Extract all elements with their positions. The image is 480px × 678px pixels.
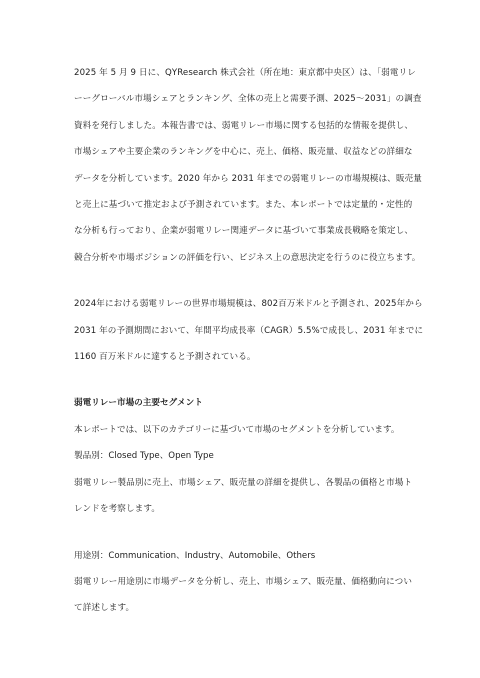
application-desc-line: 弱電リレー用途別に市場データを分析し、売上、市場シェア、販売量、価格動向につい xyxy=(74,576,413,587)
intro-line: と売上に基づいて推定および予測されています。また、本レポートでは定量的・定性的 xyxy=(74,200,413,211)
market-size-paragraph xyxy=(74,291,424,370)
market-line: 2024年における弱電リレーの世界市場規模は、802百万米ドルと予測され、2025年から xyxy=(74,299,423,310)
product-desc-line: レンドを考察します。 xyxy=(74,504,161,515)
intro-line: 2025 年 5 月 9 日に、QYResearch 株式会社（所在地：東京都中央区）は、「弱電リレ xyxy=(74,68,416,78)
application-desc-line: て詳述します。 xyxy=(74,603,135,614)
market-line: 2031 年の予測期間において、年間平均成長率（CAGR）5.5%で成長し、2031 年までに xyxy=(74,325,424,336)
product-desc-line: 弱電リレー製品別に売上、市場シェア、販売量の詳細を提供し、各製品の価格と市場ト xyxy=(74,477,413,488)
spacer xyxy=(74,523,406,543)
intro-line: ーーグローバル市場シェアとランキング、全体の売上と需要予測、2025～2031」の調査 xyxy=(74,94,422,105)
intro-line: 資料を発行しました。本報告書では、弱電リレー市場に関する包括的な情報を提供し、 xyxy=(74,120,414,131)
segment-heading: 弱電リレー市場の主要セグメント xyxy=(74,398,203,409)
intro-paragraph xyxy=(74,60,422,271)
intro-line: な分析も行っており、企業が弱電リレー関連データに基づいて事業成長戦略を策定し、 xyxy=(74,226,414,237)
product-type-label: 製品別：Closed Type、Open Type xyxy=(74,451,214,462)
intro-line: 競合分析や市場ポジションの評価を行い、ビジネス上の意思決定を行うのに役立ちます。 xyxy=(74,252,421,263)
product-description xyxy=(74,470,413,523)
intro-line: データを分析しています。2020 年から 2031 年までの弱電リレーの市場規模は、販売量 xyxy=(74,173,422,184)
application-label: 用途別：Communication、Industry、Automobile、Others xyxy=(74,550,316,561)
intro-line: 市場シェアや主要企業のランキングを中心に、売上、価格、販売量、収益などの詳細な xyxy=(74,147,413,158)
segment-intro: 本レポートでは、以下のカテゴリーに基づいて市場のセグメントを分析しています。 xyxy=(74,424,400,435)
market-line: 1160 百万米ドルに達すると予測されている。 xyxy=(74,352,256,363)
application-description xyxy=(74,569,413,622)
